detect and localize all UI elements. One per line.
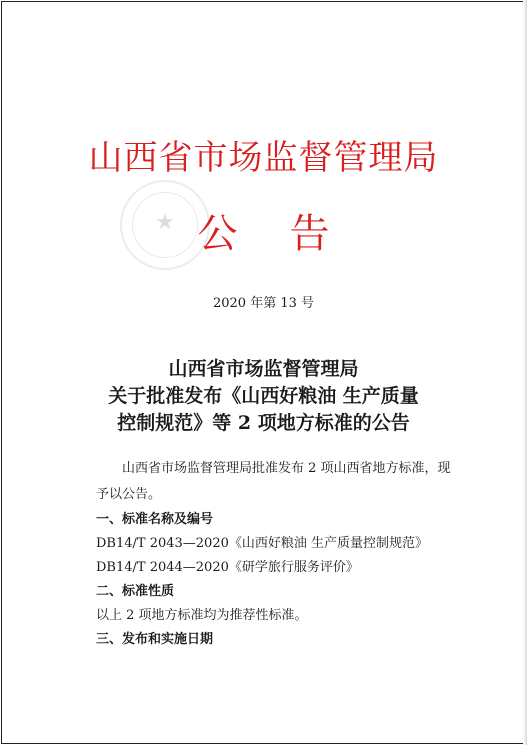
heading-line-3: 控制规范》等 2 项地方标准的公告 (117, 412, 410, 434)
notice-title: 公告 (197, 211, 382, 257)
standard-item: DB14/T 2043—2020《山西好粮油 生产质量控制规范》 (96, 536, 429, 551)
document-number: 2020 年第 13 号 (212, 296, 315, 311)
section-heading-names: 一、标准名称及编号 (96, 512, 214, 527)
section-heading-nature: 二、标准性质 (96, 584, 175, 599)
agency-title: 山西省市场监督管理局 (88, 138, 439, 178)
standard-item: DB14/T 2044—2020《研学旅行服务评价》 (96, 560, 359, 575)
heading-line-1: 山西省市场监督管理局 (168, 358, 359, 380)
nature-text: 以上 2 项地方标准均为推荐性标准。 (96, 608, 308, 623)
document-heading (0, 356, 527, 437)
intro-paragraph: 山西省市场监督管理局批准发布 2 项山西省地方标准，现予以公告。 (96, 461, 451, 502)
heading-line-2: 关于批准发布《山西好粮油 生产质量 (108, 385, 419, 407)
document-body (96, 456, 457, 652)
seal-star-icon: ★ (155, 210, 175, 235)
section-heading-dates: 三、发布和实施日期 (96, 632, 214, 647)
